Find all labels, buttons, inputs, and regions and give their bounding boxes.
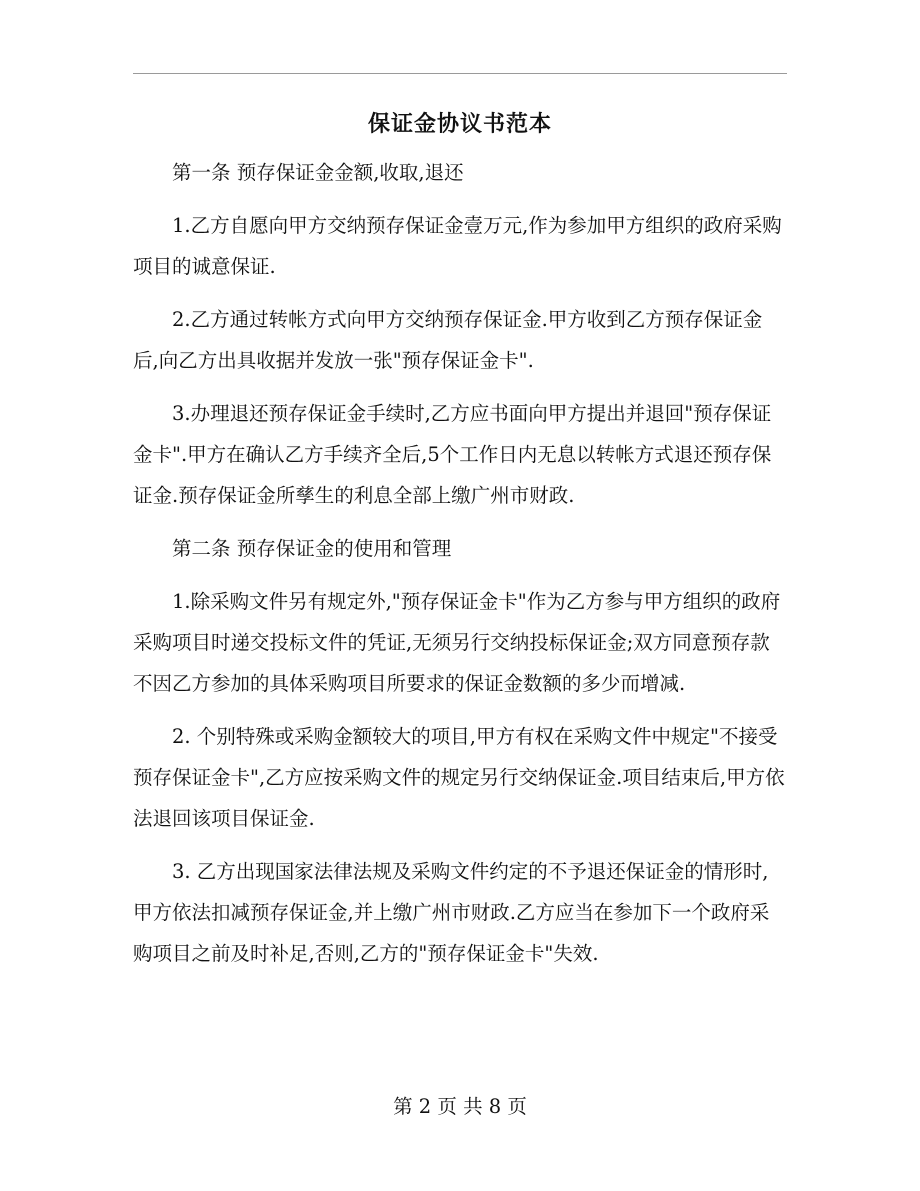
article-1-clause-2: 2.乙方通过转帐方式向甲方交纳预存保证金.甲方收到乙方预存保证金后,向乙方出具收据并发放一张"预存保证金卡". — [133, 308, 763, 372]
article-1-clause-1: 1.乙方自愿向甲方交纳预存保证金壹万元,作为参加甲方组织的政府采购项目的诚意保证. — [133, 214, 782, 278]
article-2-clause-1: 1.除采购文件另有规定外,"预存保证金卡"作为乙方参与甲方组织的政府采购项目时递交投标文件的凭证,无须另行交纳投标保证金;双方同意预存款不因乙方参加的具体采购项目所要求的保证金数额的多少而增减. — [133, 590, 781, 695]
article-1-heading: 第一条 预存保证金金额,收取,退还 — [172, 161, 464, 184]
article-2-clause-3: 3. 乙方出现国家法律法规及采购文件约定的不予退还保证金的情形时,甲方依法扣减预存保证金,并上缴广州市财政.乙方应当在参加下一个政府采购项目之前及时补足,否则,乙方的"预存保证金卡"失效. — [133, 860, 770, 965]
page-number: 第 2 页 共 8 页 — [393, 1095, 527, 1118]
article-2-heading: 第二条 预存保证金的使用和管理 — [172, 537, 452, 560]
document-title: 保证金协议书范本 — [367, 112, 552, 137]
article-2-clause-2: 2. 个别特殊或采购金额较大的项目,甲方有权在采购文件中规定"不接受预存保证金卡",乙方应按采购文件的规定另行交纳保证金.项目结束后,甲方依法退回该项目保证金. — [133, 725, 785, 830]
article-1-clause-3: 3.办理退还预存保证金手续时,乙方应书面向甲方提出并退回"预存保证金卡".甲方在确认乙方手续齐全后,5个工作日内无息以转帐方式退还预存保证金.预存保证金所孳生的利息全部上缴广州市财政. — [133, 402, 772, 507]
document-body — [133, 152, 787, 974]
header-rule — [133, 73, 787, 74]
